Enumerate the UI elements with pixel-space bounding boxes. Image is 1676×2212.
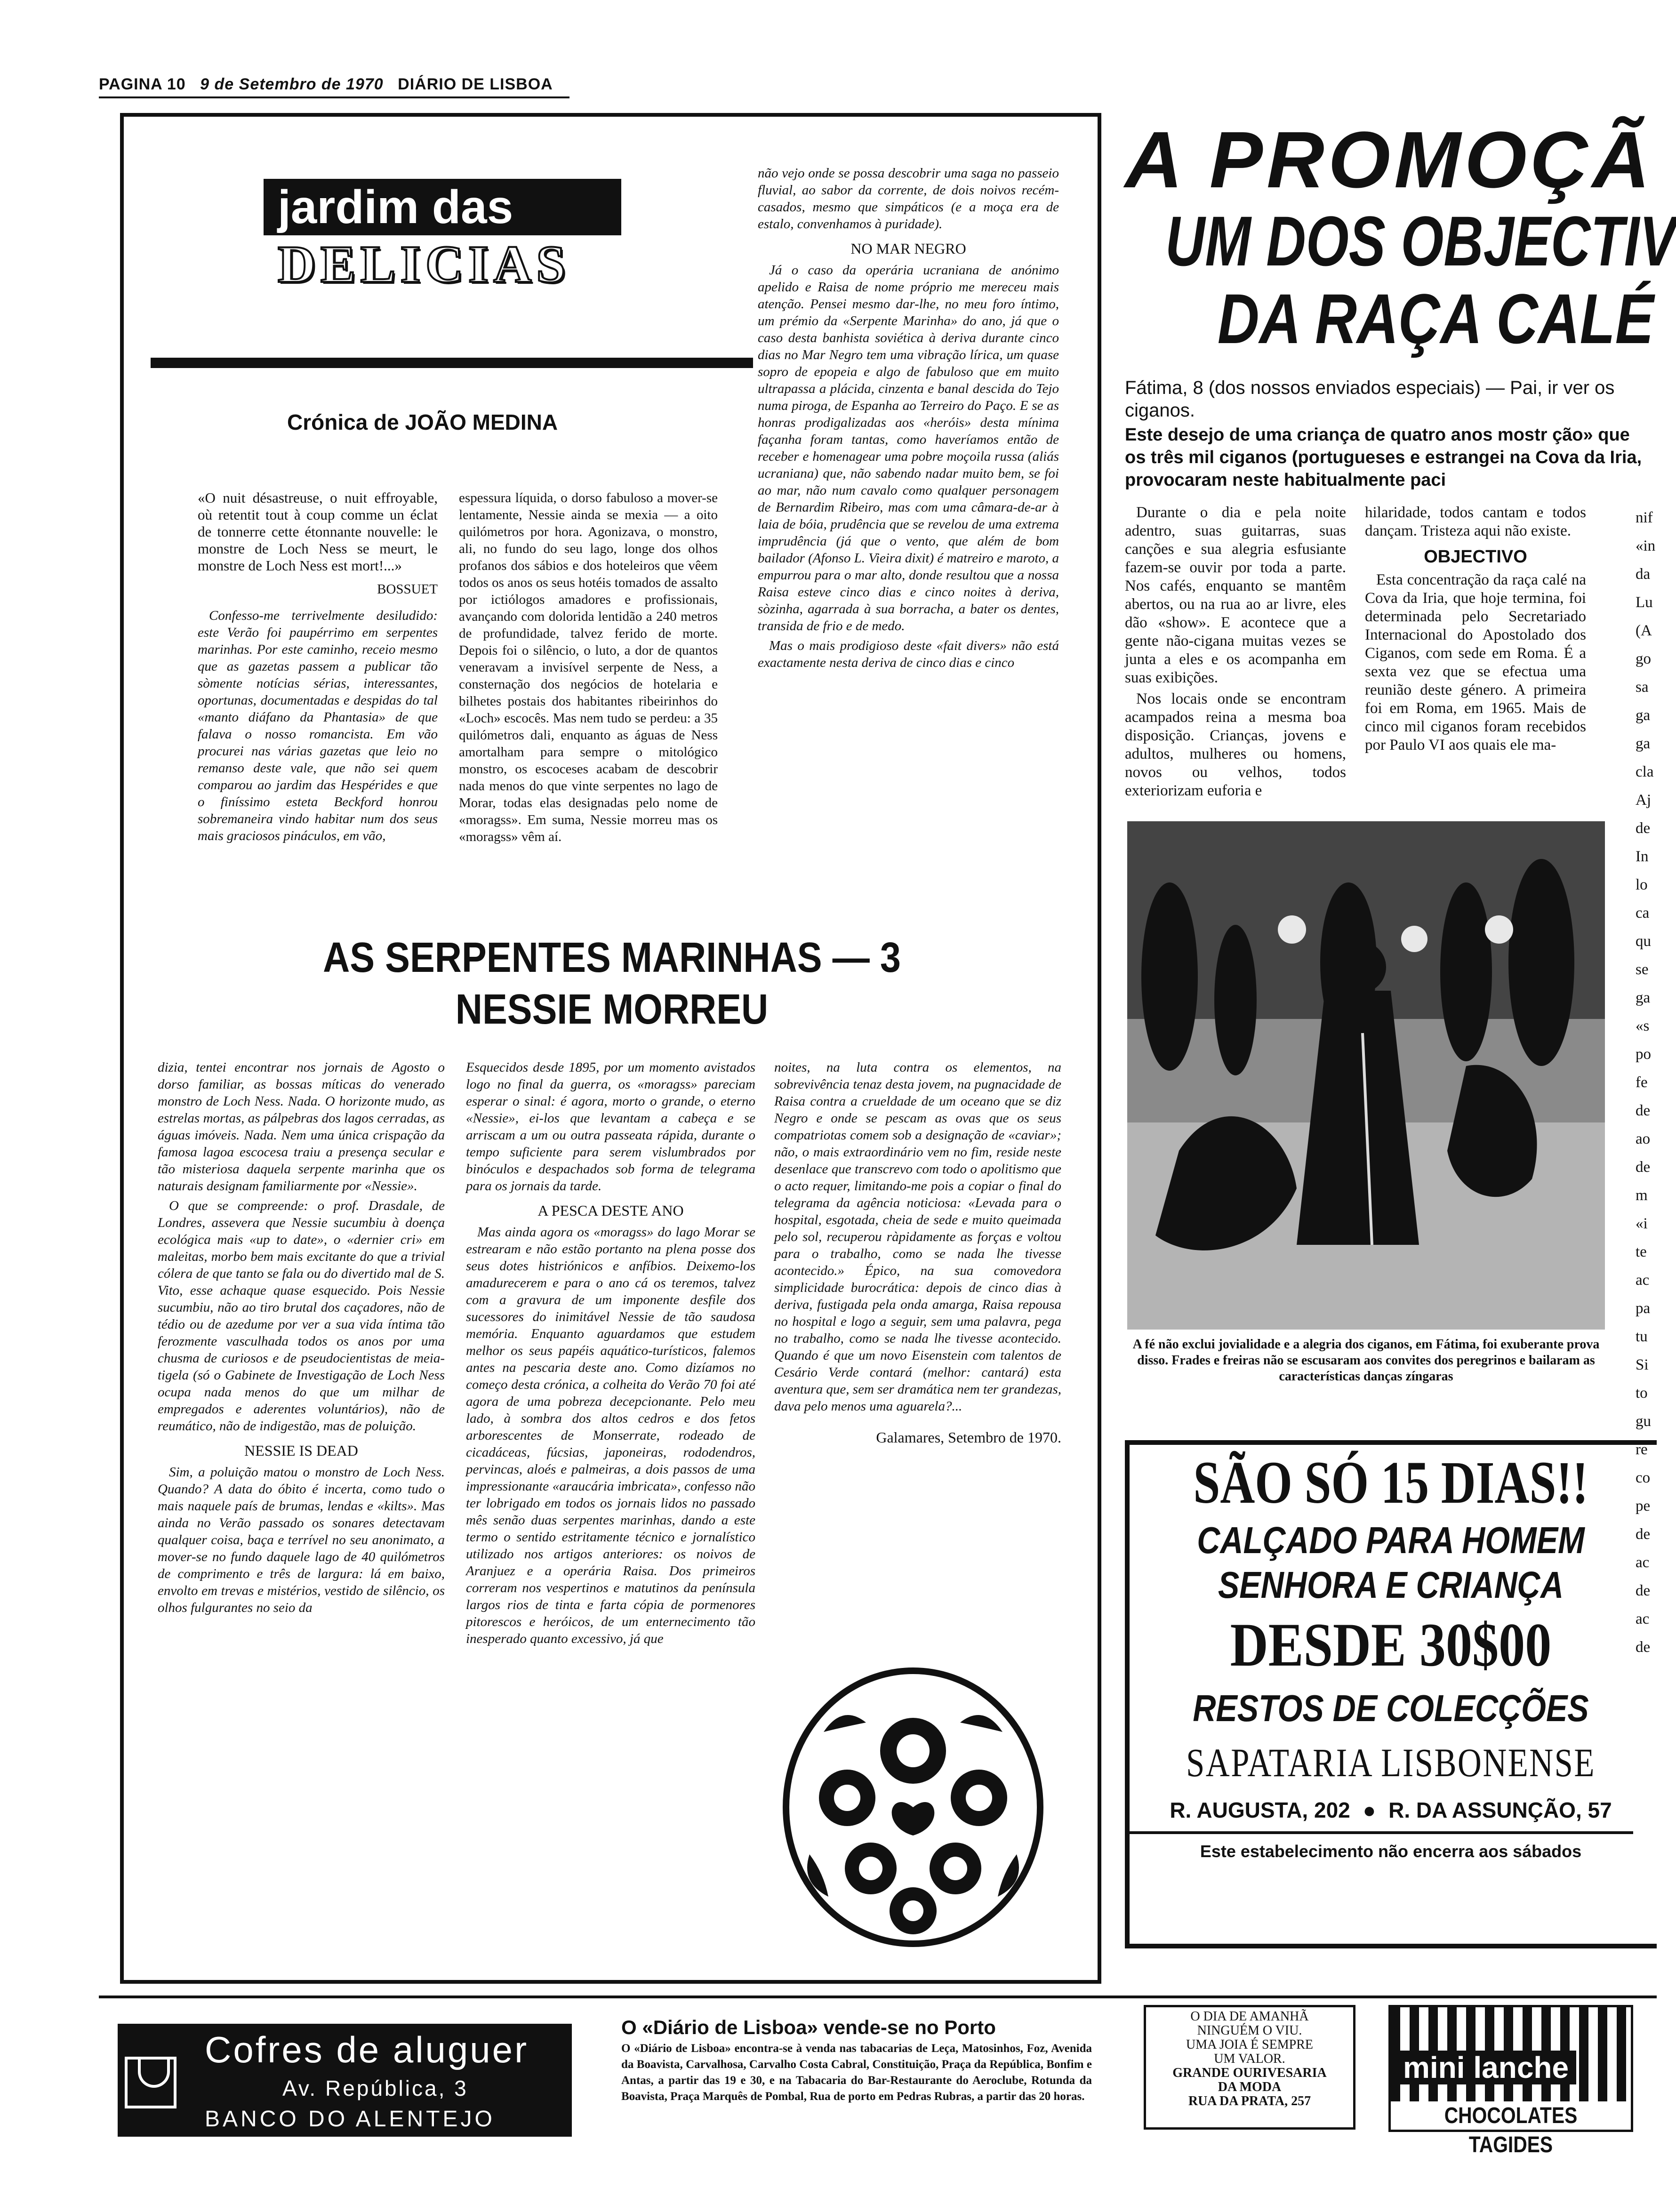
gypsy-c1-p2: Nos locais onde se encontram acampados reina a mesma boa disposição. Crianças, jovens e adultos, mulheres ou homens, novos ou velhos, todos exteriorizam euforia e [1125,690,1346,799]
jewel-line5: GRANDE OURIVESARIA [1172,2066,1327,2080]
chocolate-brand: CHOCOLATES TAGIDES [1444,2103,1578,2157]
headline-line1: AS SERPENTES MARINHAS — 3 [323,934,901,981]
gypsy-column-3-cut: nif «in da Lu (A go sa ga ga cla Aj de In lo ca qu se ga «s po fe de ao de m «i te ac pa tu Si to gu re co pe de ac de ac de [1636,509,1656,1656]
gypsy-head-line3: DA RAÇA CALÉ [1217,279,1654,358]
col5-subhead: A PESCA DESTE ANO [537,1202,684,1219]
shoes-address [1130,1794,1652,1827]
gypsy-lead: Este desejo de uma criança de quatro anos mostr ção» que os três mil ciganos (portugueses e estrangei na Cova da Iria, provocaram neste habitualmente paci [1125,425,1642,490]
gypsy-column-2 [1365,504,1586,757]
gypsy-c2-p1: hilaridade, todos cantam e todos dançam. Tristeza aqui não existe. [1365,504,1586,539]
jewel-line6: DA MODA [1218,2080,1282,2094]
shoes-line3: SENHORA E CRIANÇA [1218,1564,1564,1606]
shoes-divider [1130,1831,1633,1834]
gypsy-head-line1: A PROMOÇÃ [1125,115,1654,205]
porto-title: O «Diário de Lisboa» vende-se no Porto [621,2016,996,2038]
gypsy-c1-p1: Durante o dia e pela noite adentro, suas guitarras, suas canções e sua alegria esfusiante fazem-se ouvir por toda a parte. Nos cafés, enquanto se mantêm abertos, ou na rua ao ar livre, eles dão «show». E acontece que a gente não-cigana muitas vezes se junta a eles e os acompanha em suas exibições. [1125,504,1346,686]
logo-line2: DELICIAS [278,235,570,294]
bank-address: Av. República, 3 [282,2076,468,2100]
shoes-address-2: R. DA ASSUNÇÃO, 57 [1388,1798,1612,1822]
signoff: Galamares, Setembro de 1970. [876,1429,1061,1446]
col5-paragraph-2: Mas ainda agora os «moragss» do lago Morar se estrearam e não estão portanto na plena posse dos seus dotes histriónicos e anfíbios. Deixemo-los amadurecerem e para o ano cá os teremos, talvez com a gravura de um imponente desfile dos sucessores do inimitável Nessie de tão saudosa memória. Enquanto aguardamos que estudem melhor os seus papéis aquático-turísticos, falemos antes na pescaria deste ano. Como dizíamos no começo desta crónica, a colheita do Verão 70 foi até agora de uma pobreza decepcionante. Pelo meu lado, à sombra dos altos cedros e dos fetos arborescentes de Monserrate, rodeado de cicadáceas, fúcsias, japoneiras, rododendros, pervincas, aloés e palmeiras, a dois passos de uma impressionante «araucária imbricata», confesso não ter lobrigado em todos os jornais lidos no passado mês senão duas serpentes marinhas, dando a este termo o sentido estritamente técnico e jornalístico utilizado nos artigos anteriores: os noivos de Aranjuez e a operária Raisa. Dos primeiros correram nos vespertinos e matutinos da península largos rios de tinta e farta cópia de pormenores pitorescos e heróicos, de um enternecimento tão inesperado quanto excessivo, já que [466,1225,755,1646]
col1-paragraph: Confesso-me terrivelmente desiludido: este Verão foi paupérrimo em serpentes marinhas. Por este caminho, receio mesmo que as gazetas passem a publicar tão sòmente notícias sérias, interessantes, oportunas, documentadas e despidas do tal «manto diáfano da Phantasia» de que falava o nosso romancista. Em vão procurei nas várias gazetas que leio no remanso deste vale, que não sei quem comparou ao jardim das Hespérides e que o finíssimo esteta Beckford honrou sobremaneira vindo habitar num dos seus mais graciosos pináculos, em vão, [198,608,438,843]
chronicle-headline [141,932,1083,1035]
col3-paragraph-1: não vejo onde se possa descobrir uma saga no passeio fluvial, ao sabor da corrente, de dois noivos recém-casados, mesmo que simpáticos (e a moça era de estalo, convenhamos à puridade). [758,166,1059,232]
bank-ad [118,2024,572,2137]
shoes-line5: RESTOS DE COLECÇÕES [1193,1687,1589,1729]
col3-paragraph-2: Já o caso da operária ucraniana de anónimo apelido e Raisa de nome próprio me mereceu mais atenção. Pensei mesmo dar-lhe, no meu foro íntimo, um prémio da «Serpente Marinha» do ano, já que o caso desta banhista soviética à deriva durante cinco dias no Mar Negro tem uma vibração lírica, um quase sopro de epopeia e algo de fabuloso que em muito ultrapassa a plácida, cinzenta e banal descida do Tejo numa piroga, de Espanha ao Terreiro do Paço. E se as honras prodigalizadas aos «heróis» desta mínima façanha foram tantas, como haveríamos então de receber e homenagear uma pobre moçoila russa (aliás ucraniana) que, não sabendo nadar muito bem, se foi ao mar, não num cavalo como qualquer personagem de Bernardim Ribeiro, mas com uma câmara-de-ar à laia de bóia, prudência que se revelou de uma extrema imprudência (já que o vento, que além de bom bailador (Afonso L. Vieira dixit) é matreiro e maroto, a empurrou para o mar alto, donde resultou que a nossa Raisa esteve cinco dias e cinco noites à deriva, sòzinha, agarrada à sua borracha, a bater os dentes, transida de frio e de medo. [758,263,1059,633]
bank-title: Cofres de aluguer [205,2029,529,2070]
shoes-address-1: R. AUGUSTA, 202 [1170,1798,1350,1822]
jewel-line3: UMA JOIA É SEMPRE [1186,2037,1313,2052]
chronicle-column-4 [158,1059,445,1619]
col6-paragraph: noites, na luta contra os elementos, na sobrevivência tenaz desta jovem, na pugnacidade de Raisa contra a crueldade de um oceano que se diz Negro e onde se pescam as ovas que os seus compatriotas comem sob a designação de «caviar»; não, o mais extraordinário vem no fim, reside neste desenlace que transcrevo com todo o apolitismo que o acto requer, limitando-me pois a copiar o final do telegrama da agência noticiosa: «Levada para o hospital, esgotada, cheia de sede e muito queimada pelo sol, recuperou ràpidamente as forças e voltou para o trabalho, como se nada lhe tivesse acontecido.» Épico, na sua comovedora simplicidade burocrática: depois de cinco dias à deriva, fustigada pela onda amarga, Raisa repousa no hospital e logo a seguir, sem uma palavra, pega no trabalho, como se nada lhe tivesse acontecido. Quando é que um novo Eisenstein com talentos de Cesário Verde contará (melhor: cantará) esta aventura que, sem ser dramática nem ter grandezas, dava pelo menos uma aguarela?... [774,1060,1061,1414]
chronicle-column-6 [774,1059,1061,1446]
bank-name: BANCO DO ALENTEJO [205,2107,495,2132]
col4-paragraph-1: dizia, tentei encontrar nos jornais de Agosto o dorso familiar, as bossas míticas do venerado monstro de Loch Ness. Nada. O horizonte mudo, as estrelas mortas, as pálpebras dos lagos cerradas, as águas imóveis. Nada. Nem uma única crispação da famosa lagoa escocesa traiu a presença secular e tão misteriosa daquela serpente marinha que os naturais designam familiarmente por «Nessie». [158,1060,445,1194]
gypsy-dateline: Fátima, 8 (dos nossos enviados especiais) — Pai, ir ver os ciganos. [1125,377,1615,421]
shoes-line4: DESDE 30$00 [1230,1610,1552,1679]
jewel-line1: O DIA DE AMANHÃ [1190,2009,1309,2024]
shoes-line1: SÃO SÓ 15 DIAS!! [1193,1449,1588,1516]
chronicle-column-5 [466,1059,755,1650]
col4-paragraph-3: Sim, a poluição matou o monstro de Loch Ness. Quando? A data do óbito é incerta, como tudo o mais naquele país de brumas, lendas e «kilts». Mas ainda no Verão passado os sonares detectavam qualquer coisa, baça e terrível no seu anonimato, a mover-se no fundo daquele lago de 40 quilómetros de comprimento e três de largura: lá em baixo, envolto em trevas e mistérios, vestido de silêncio, os olhos fulgurantes no seio da [158,1465,445,1615]
chronicle-column-3 [758,165,1059,674]
bullet-icon: ● [1363,1798,1376,1822]
chronicle-byline: Crónica de JOÃO MEDINA [287,410,558,434]
col2-paragraph: espessura líquida, o dorso fabuloso a mover-se lentamente, Nessie ainda se mexia — a oito quilómetros por hora. Agonizava, o monstro, ali, no fundo do seu lago, longe dos olhos profanos dos sábios e dos hoteleiros que vêem todos os anos os seus hotéis tomados de assalto por ictiólogos amadores e profissionais, avançando com dolorida lentidão a 240 metros de profundidade, talvez ferido de morte. Depois foi o silêncio, o luto, a dor de quantos veneravam a invisível serpente de Ness, a consternação dos negócios de hotelaria e bilhetes postais dos habitantes ribeirinhos do «Loch» escocês. Mas nem tudo se perdeu: a 35 quilómetros dali, enquanto as águas de Ness amortalham para sempre o mitológico monstro, os escoceses acabam de descobrir nada menos do que vinte serpentes no lago de Morar, todas elas designadas pelo nome de «moragss». Em suma, Nessie morreu mas os «moragss» vêm aí. [459,490,718,844]
header-date: 9 de Setembro de 1970 [200,75,384,93]
page-header [99,75,553,94]
porto-body: O «Diário de Lisboa» encontra-se à venda nas tabacarias de Leça, Matosinhos, Foz, Avenida da Boavista, Carvalhosa, Carvalho Costa Cabral, Constituição, Praça da República, Bonfim e Antas, a partir das 19 e 30, e na Tabacaria do Bar-Restaurante do Aeroclube, Rotunda da Boavista, Praça Marquês de Pombal, Rua de porto em Pedras Rubras, a partir das 20 horas. [621,2042,1092,2103]
col3-subhead: NO MAR NEGRO [850,240,966,257]
jewel-line4: UM VALOR. [1214,2052,1285,2066]
jewel-line7: RUA DA PRATA, 257 [1188,2094,1311,2108]
logo-rule [151,358,753,368]
gypsy-head-line2: UM DOS OBJECTIV [1165,201,1676,281]
shoes-line2: CALÇADO PARA HOMEM [1197,1519,1585,1561]
flower-illustration [767,1657,1059,1958]
headline-line2: NESSIE MORREU [455,986,769,1033]
jewel-line2: NINGUÉM O VIU. [1197,2023,1302,2038]
logo-line1: jardim das [264,179,621,235]
chocolate-ad [1388,2005,1633,2157]
chronicle-column-1 [198,489,438,847]
epigraph-author: BOSSUET [377,582,438,597]
col4-subhead: NESSIE IS DEAD [244,1442,358,1459]
gypsy-photo [1127,821,1605,1330]
bank-logo-icon [125,2057,176,2108]
bottom-rule [99,1996,1657,1998]
header-rule [99,96,569,98]
gypsy-column-1 [1125,504,1346,803]
jewel-ad-content [1146,2010,1353,2108]
shoes-line6: SAPATARIA LISBONENSE [1186,1740,1596,1785]
col5-paragraph-1: Esquecidos desde 1895, por um momento avistados logo no final da guerra, os «moragss» pareciam esperar o sinal: é agora, morto o grande, o eterno «Nessie», ei-los que levantam a cabeça e se arriscam a um ou outra passeata rápida, durante o tempo suficiente para serem vislumbrados por binóculos e despachados sob forma de telegrama para os jornais da tarde. [466,1060,755,1194]
chronicle-logo [264,179,631,311]
header-paper: DIÁRIO DE LISBOA [398,75,553,93]
shoes-ad-content [1130,1447,1652,1861]
porto-notice [621,2014,1092,2105]
col4-paragraph-2: O que se compreende: o prof. Drasdale, de Londres, assevera que Nessie sucumbiu à doença ecológica mais «up to date», o «dernier cri» em maleitas, morbo bem mais excitante do que a trivial cólera de que tanto se fala ou do divertido mal de S. Vito, esse achaque quase esquecido. Pois Nessie sucumbiu, não ao tiro brutal dos caçadores, não de tédio ou de azedume por ver a sua vida íntima tão ferozmente vasculhada todos os anos por uma chusma de curiosos e de pseudocientistas de meia-tigela (só o Gabinete de Investigação de Loch Ness ocupa nada menos do que um milhar de empregados e aderentes voluntários), não de reumático, não de indigestão, mas de poluição. [158,1198,445,1434]
gypsy-c2-subhead: OBJECTIVO [1424,547,1527,567]
shoes-note: Este estabelecimento não encerra aos sábados [1200,1842,1582,1861]
gypsy-headline [1125,115,1676,358]
chocolate-title: mini lanche [1395,2051,1576,2084]
page-number: PAGINA 10 [99,75,186,93]
chronicle-column-2 [459,489,718,848]
gypsy-c2-p2: Esta concentração da raça calé na Cova da Iria, que hoje termina, foi determinada pelo Secretariado Internacional do Apostolado dos Ciganos, com sede em Roma. É a sexta vez que se efectua uma reunião deste género. A primeira foi em Roma, em 1965. Mais de cinco mil ciganos foram recebidos por Paulo VI aos quais ele ma- [1365,571,1586,753]
col3-paragraph-3: Mas o mais prodigioso deste «fait divers» não está exactamente nesta deriva de cinco dias e cinco [758,638,1059,670]
epigraph: «O nuit désastreuse, o nuit effroyable, où retentit tout à coup comme un éclat de tonnerre cette étonnante nouvelle: le monstre de Loch Ness se meurt, le monstre de Loch Ness est mort!...» [198,489,438,574]
gypsy-photo-caption: A fé não exclui jovialidade e a alegria dos ciganos, em Fátima, foi exuberante prova disso. Frades e freiras não se escusaram aos convites dos peregrinos e bailaram as características danças zíngaras [1132,1337,1600,1384]
